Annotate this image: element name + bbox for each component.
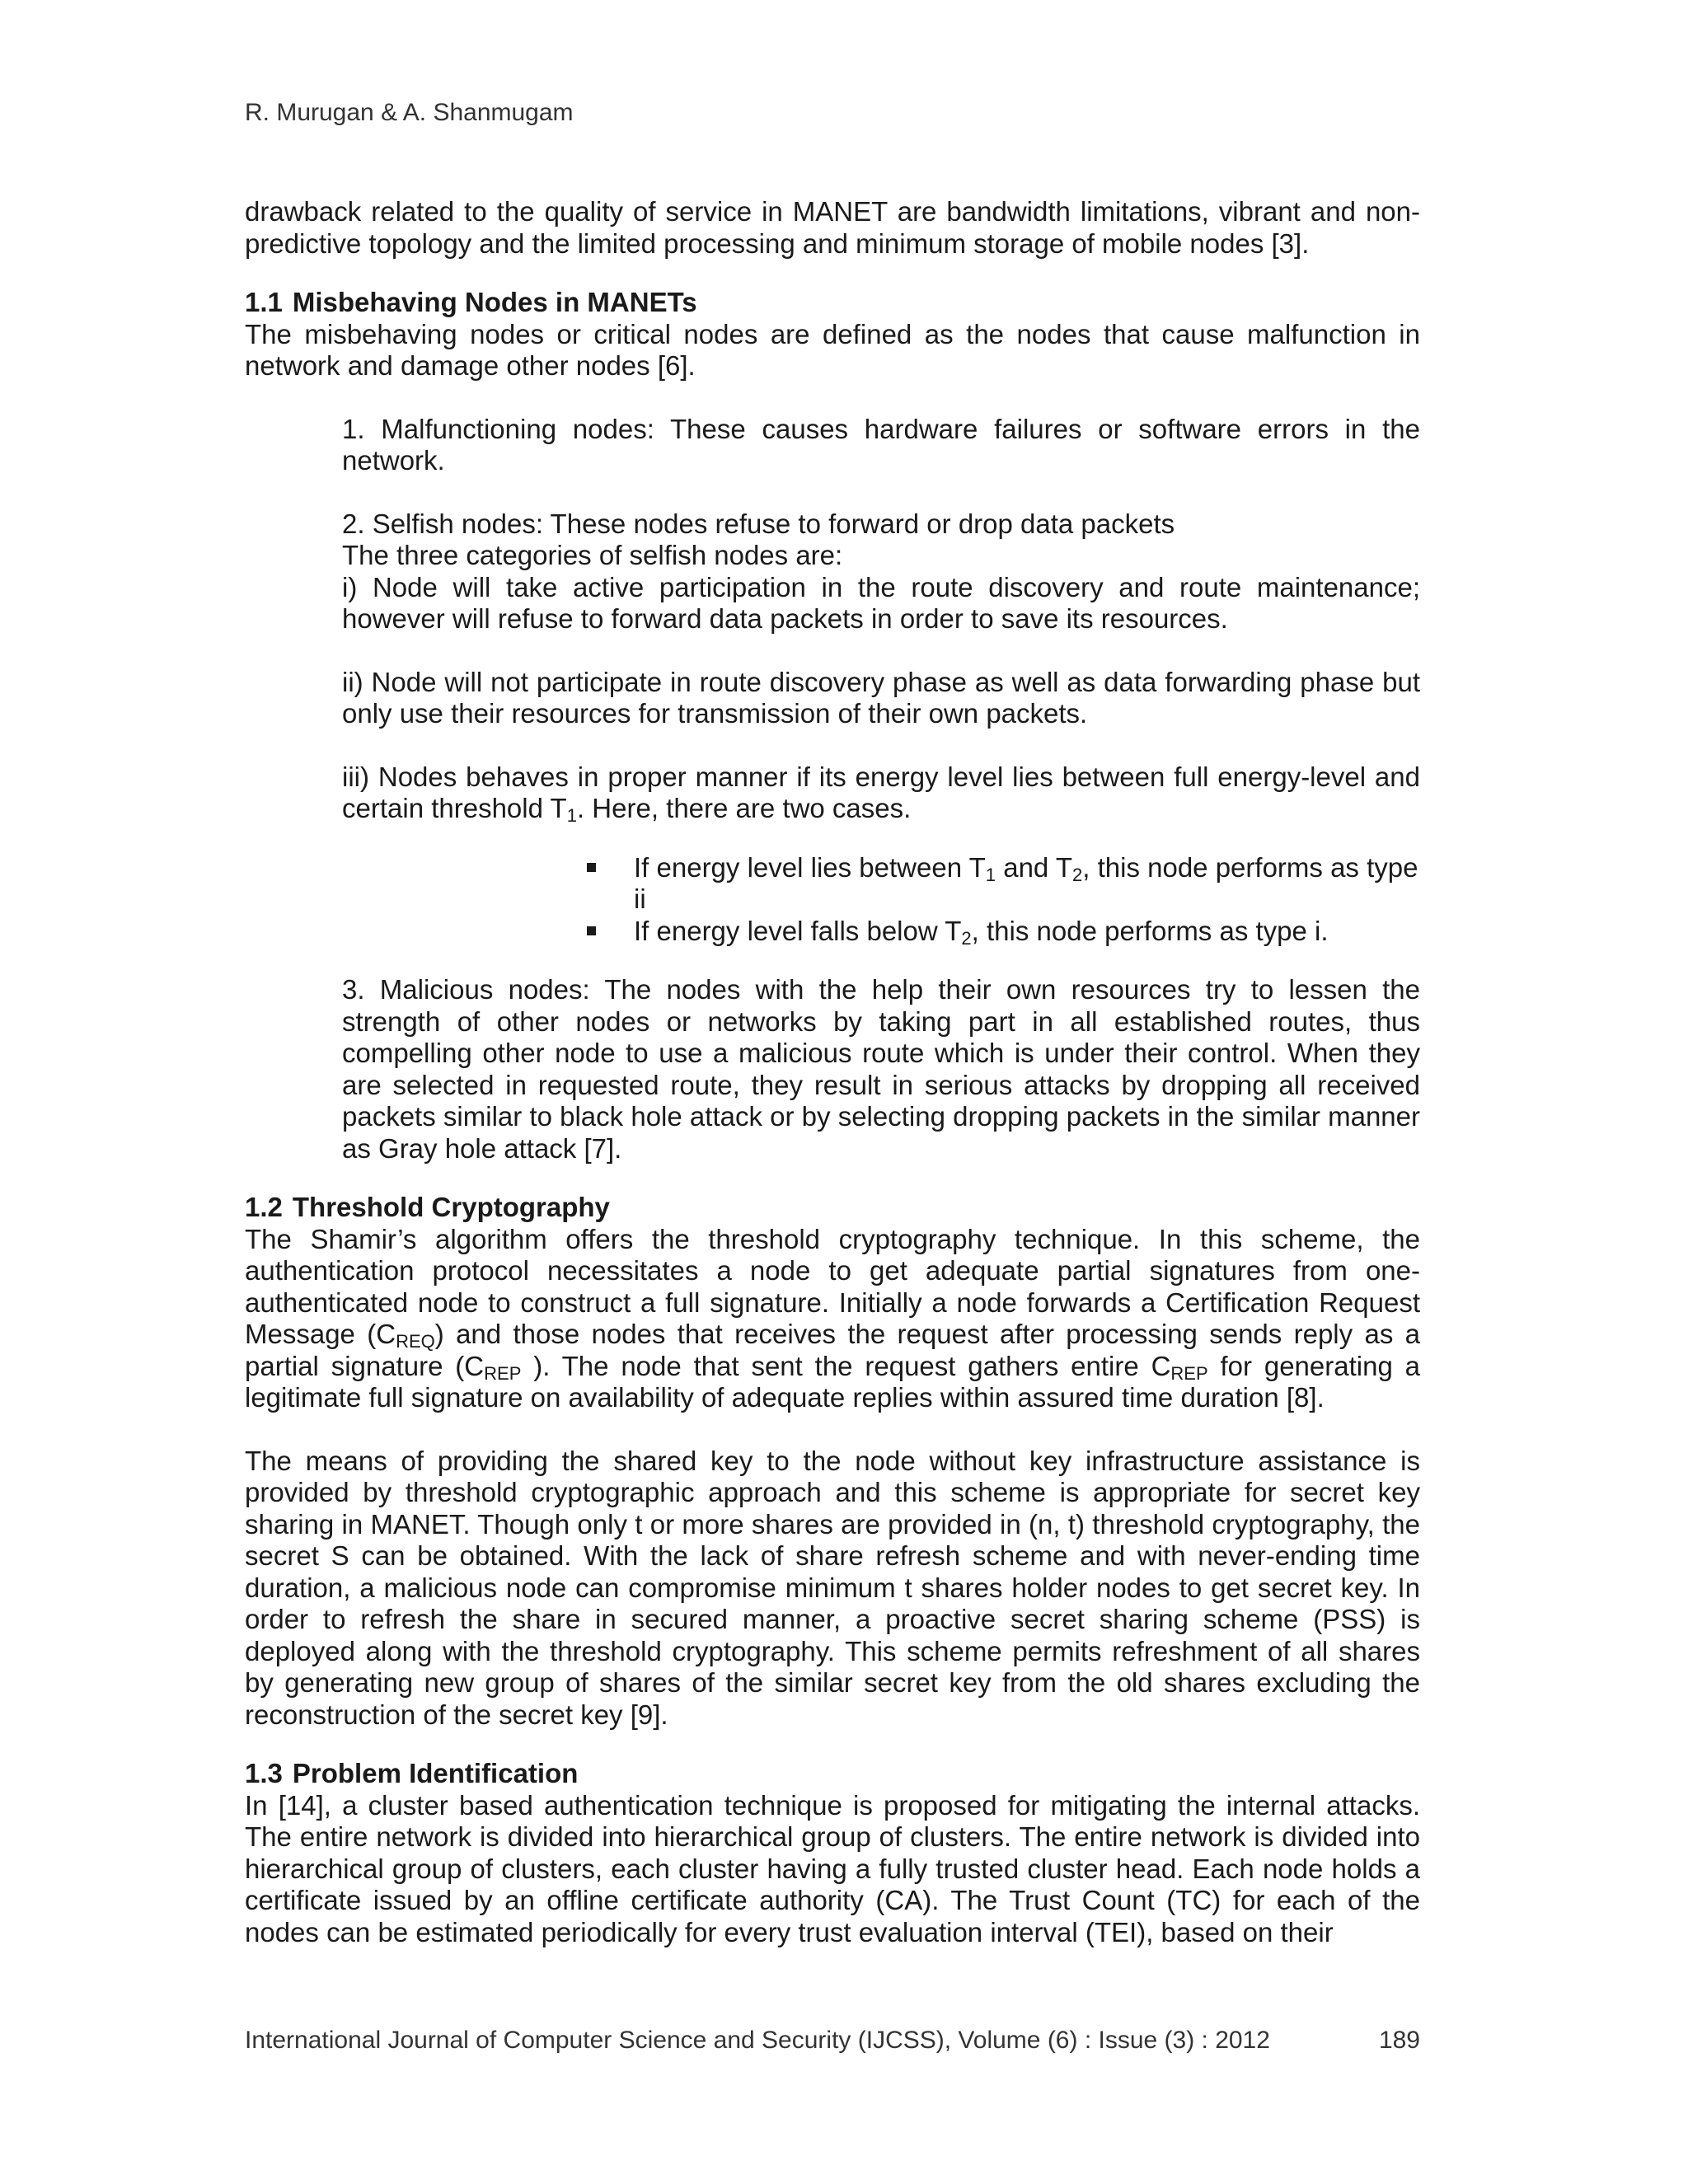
running-head-authors: R. Murugan & A. Shanmugam: [245, 99, 574, 126]
section-number: 1.2: [245, 1192, 283, 1222]
selfish-category-ii: ii) Node will not participate in route discovery phase as well as data forwarding phase but only use their resources for transmission of their own packets.: [342, 666, 1420, 729]
journal-citation: International Journal of Computer Science and Security (IJCSS), Volume (6) : Issue (3) : 2012: [245, 2027, 1270, 2054]
page-number: 189: [1378, 2027, 1420, 2054]
selfish-category-iii: iii) Nodes behaves in proper manner if its energy level lies between full energy-level and certain threshold $T_1$. Here, there are two cases.: [342, 761, 1420, 826]
square-bullet-icon: [587, 863, 596, 872]
list-item-selfish: 2. Selfish nodes: These nodes refuse to forward or drop data packets: [342, 508, 1175, 539]
selfish-category-i: i) Node will take active participation in the route discovery and route maintenance; however will refuse to forward data packets in order to save its resources.: [342, 571, 1420, 634]
misbehaving-nodes-list: [342, 414, 1420, 825]
selfish-categories-intro: The three categories of selfish nodes are:: [342, 540, 843, 570]
list-item: If energy level falls below $T_2$, this node performs as type i.: [587, 916, 1420, 948]
section-title: Threshold Cryptography: [292, 1192, 610, 1222]
section-heading-1-3: [245, 1758, 1420, 1790]
paragraph: The Shamir’s algorithm offers the threshold cryptography technique. In this scheme, the authentication protocol necessitates a node to get adequate partial signatures from one-authenticated node to construct a full signature. Initially a node forwards a Certification Request Message $(C_{REQ})$ and those nodes that receives the request after processing sends reply as a partial signature ($C_{REP}$ ). The node that sent the request gathers entire $C_{REP}$ for generating a legitimate full signature on availability of adequate replies within assured time duration [8].: [245, 1223, 1421, 1413]
paragraph: The misbehaving nodes or critical nodes are defined as the nodes that cause malfunction in network and damage other nodes [6].: [245, 318, 1420, 381]
section-number: 1.1: [245, 287, 283, 317]
energy-cases-list: [587, 852, 1420, 948]
section-title: Problem Identification: [292, 1758, 579, 1788]
section-heading-1-1: [245, 287, 1420, 319]
list-item: If energy level lies between $T_1$ and $T_2$, this node performs as type ii: [587, 852, 1420, 916]
section-title: Misbehaving Nodes in MANETs: [292, 287, 697, 317]
intro-paragraph: drawback related to the quality of service in MANET are bandwidth limitations, vibrant and non-predictive topology and the limited processing and minimum storage of mobile nodes [3].: [245, 196, 1420, 259]
paragraph: The means of providing the shared key to the node without key infrastructure assistance is provided by threshold cryptographic approach and this scheme is appropriate for secret key sharing in MANET. Though only t or more shares are provided in (n, t) threshold cryptography, the secret S can be obtained. With the lack of share refresh scheme and with never-ending time duration, a malicious node can compromise minimum t shares holder nodes to get secret key. In order to refresh the share in secured manner, a proactive secret sharing scheme (PSS) is deployed along with the threshold cryptography. This scheme permits refreshment of all shares by generating new group of shares of the similar secret key from the old shares excluding the reconstruction of the secret key [9].: [245, 1445, 1420, 1730]
page-body: [245, 196, 1420, 1948]
section-heading-1-2: [245, 1192, 1420, 1224]
list-item-malfunctioning: 1. Malfunctioning nodes: These causes hardware failures or software errors in the network.: [342, 413, 1420, 476]
square-bullet-icon: [587, 926, 596, 935]
section-number: 1.3: [245, 1758, 283, 1788]
paragraph: In [14], a cluster based authentication technique is proposed for mitigating the internal attacks. The entire network is divided into hierarchical group of clusters. The entire network is divided into hierarchical group of clusters, each cluster having a fully trusted cluster head. Each node holds a certificate issued by an offline certificate authority (CA). The Trust Count (TC) for each of the nodes can be estimated periodically for every trust evaluation interval (TEI), based on their: [245, 1789, 1420, 1947]
list-item-malicious: 3. Malicious nodes: The nodes with the help their own resources try to lessen the strength of other nodes or networks by taking part in all established routes, thus compelling other node to use a malicious route which is under their control. When they are selected in requested route, they result in serious attacks by dropping all received packets similar to black hole attack or by selecting dropping packets in the similar manner as Gray hole attack [7].: [342, 974, 1420, 1164]
